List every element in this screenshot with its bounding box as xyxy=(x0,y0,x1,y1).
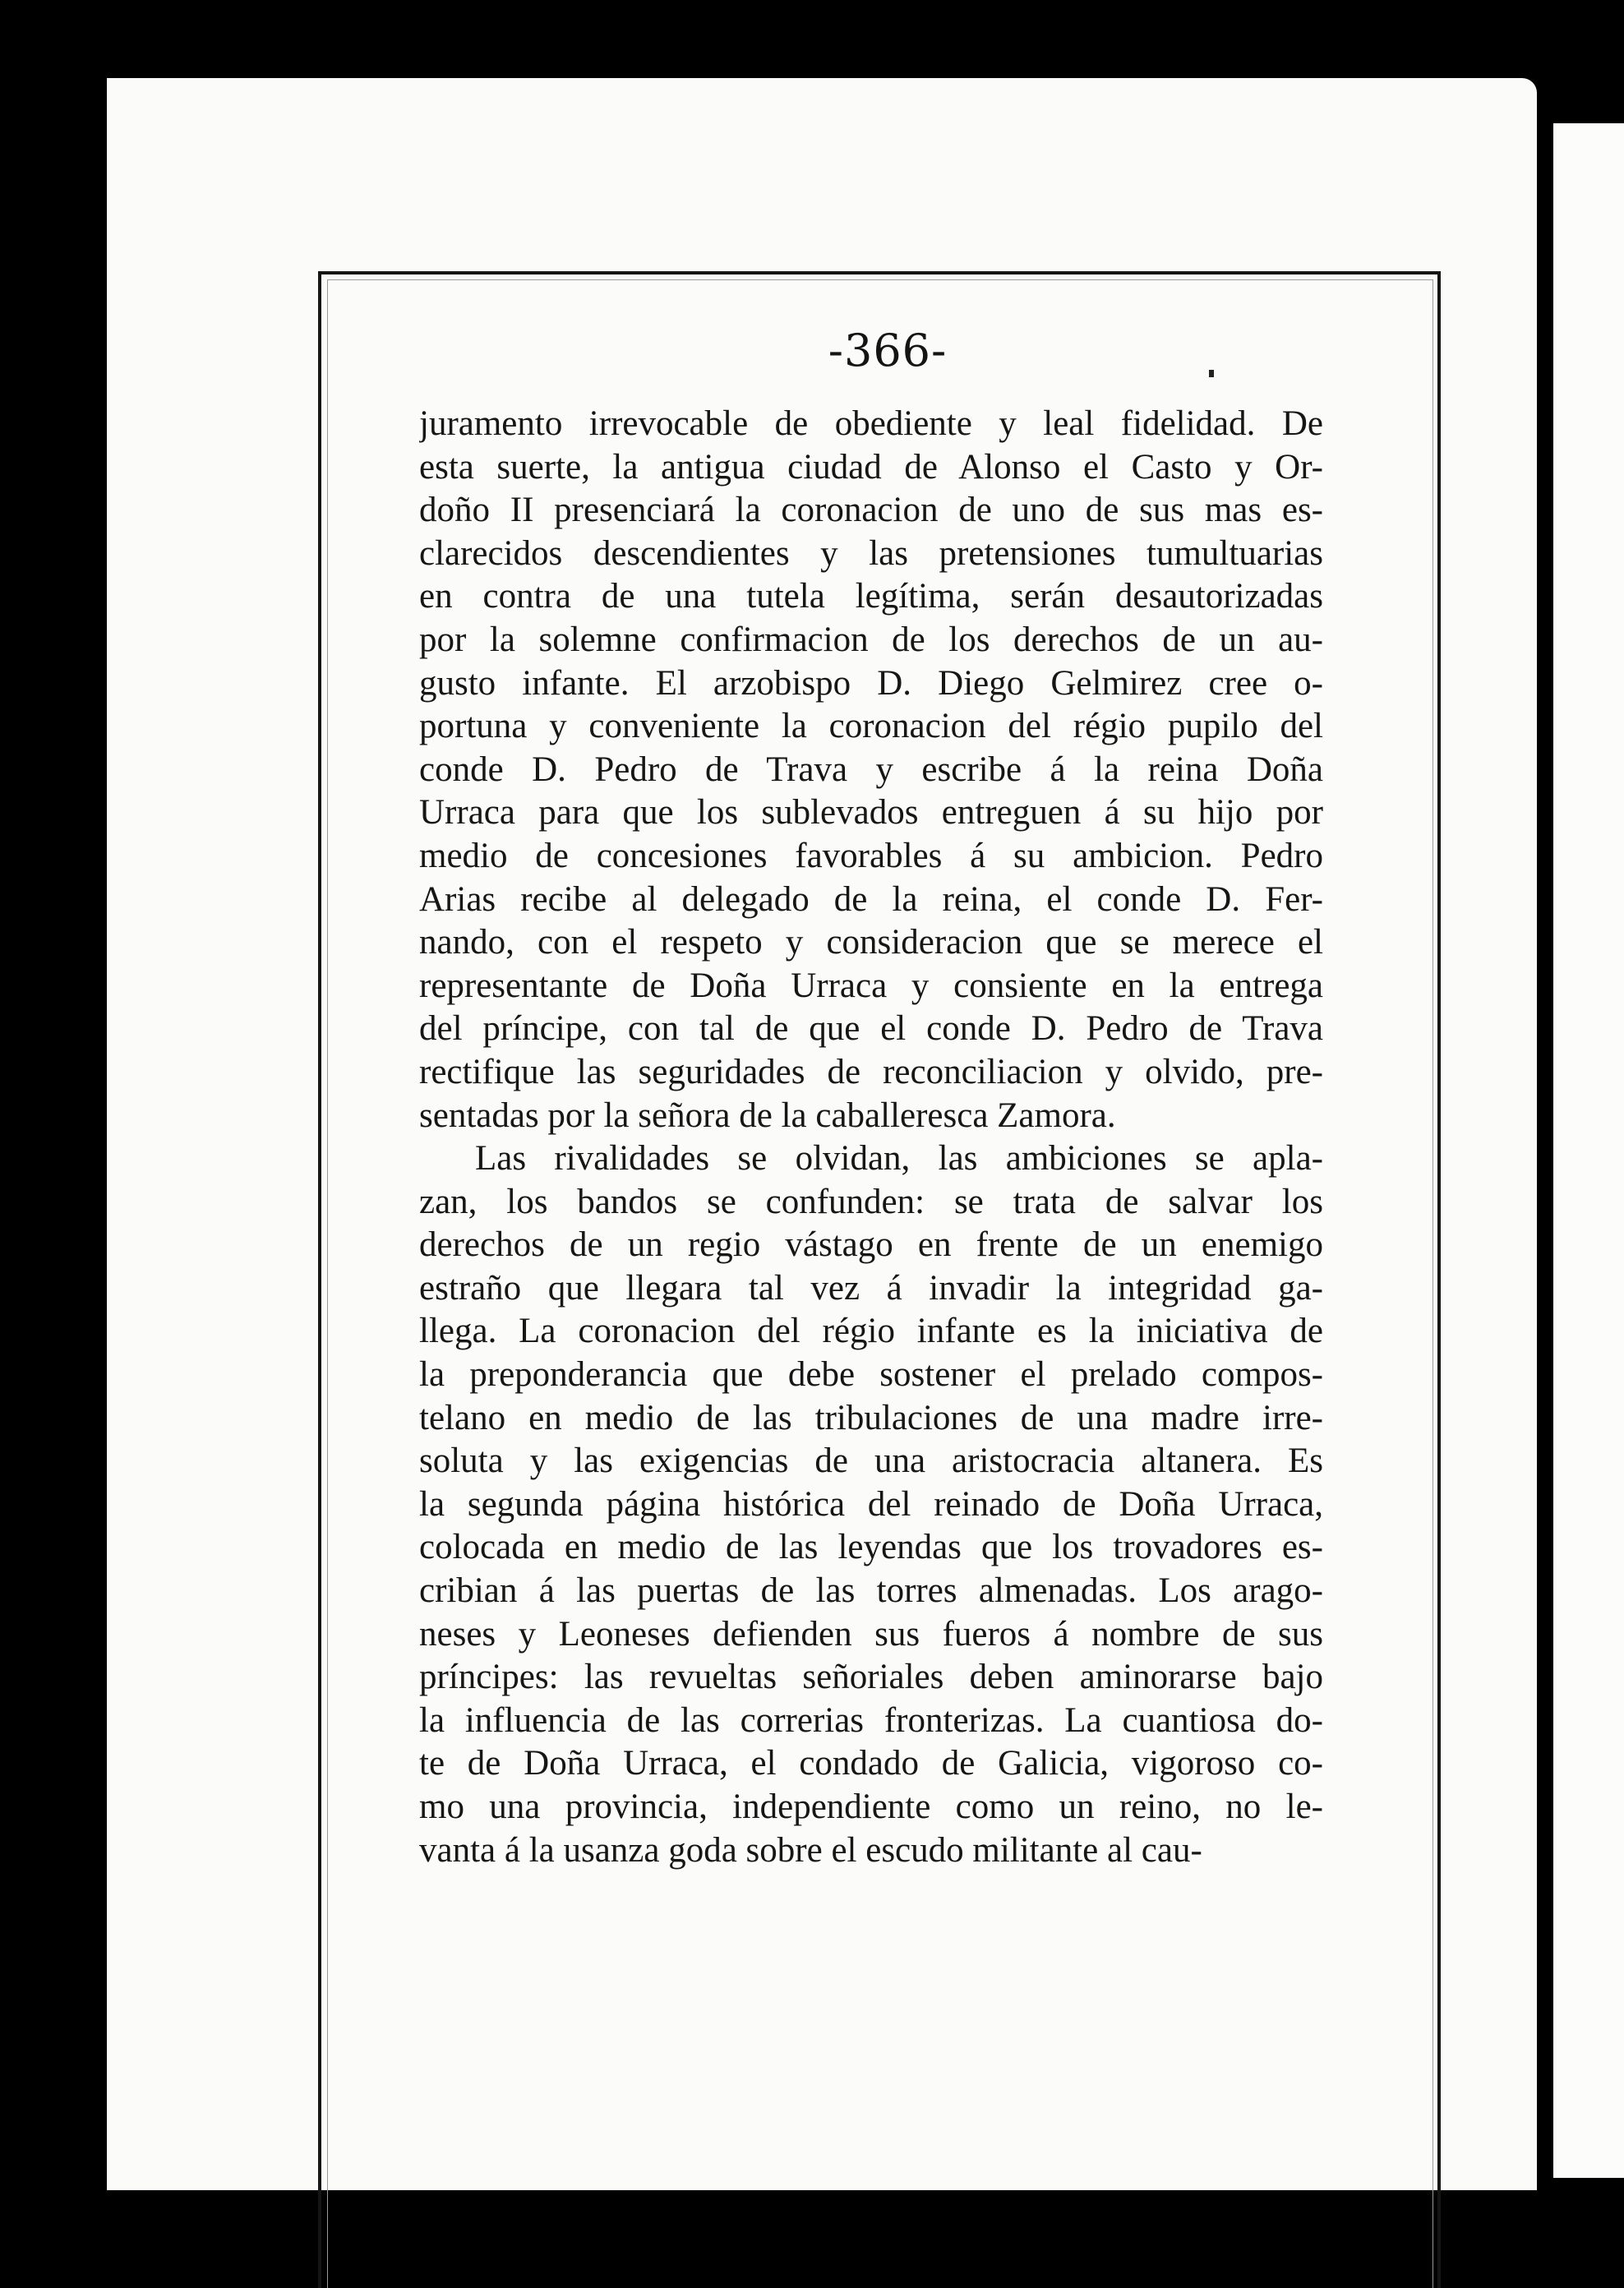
text-line: neses y Leoneses defienden sus fueros á nombre de sus xyxy=(419,1614,1323,1654)
text-line: representante de Doña Urraca y consiente en la entrega xyxy=(419,966,1323,1005)
text-line: rectifique las seguridades de reconciliacion y olvido, pre- xyxy=(419,1052,1323,1091)
text-line: la preponderancia que debe sostener el prelado compos- xyxy=(419,1355,1323,1395)
text-line: príncipes: las revueltas señoriales deben aminorarse bajo xyxy=(419,1658,1323,1697)
text-line: medio de concesiones favorables á su ambicion. Pedro xyxy=(419,836,1323,875)
text-line: mo una provincia, independiente como un reino, no le- xyxy=(419,1788,1323,1826)
text-line: conde D. Pedro de Trava y escribe á la reina Doña xyxy=(419,750,1323,789)
text-line: esta suerte, la antigua ciudad de Alonso el Casto y Or- xyxy=(419,447,1323,487)
body-text xyxy=(419,403,1323,1872)
text-line: clarecidos descendientes y las pretensiones tumultuarias xyxy=(419,533,1323,573)
text-line: estraño que llegara tal vez á invadir la integridad ga- xyxy=(419,1268,1323,1308)
text-line: derechos de un regio vástago en frente de un enemigo xyxy=(419,1225,1323,1265)
text-line: cribian á las puertas de las torres almenadas. Los arago- xyxy=(419,1571,1323,1611)
text-line: por la solemne confirmacion de los derechos de un au- xyxy=(419,620,1323,659)
text-line: nando, con el respeto y consideracion que se merece el xyxy=(419,923,1323,962)
scan-top-margin xyxy=(0,0,1624,78)
text-line: Las rivalidades se olvidan, las ambiciones se apla- xyxy=(475,1139,1323,1179)
text-line: la segunda página histórica del reinado de Doña Urraca, xyxy=(419,1484,1323,1524)
text-line: del príncipe, con tal de que el conde D. Pedro de Trava xyxy=(419,1009,1323,1049)
text-line: Arias recibe al delegado de la reina, el conde D. Fer- xyxy=(419,879,1323,919)
text-line: llega. La coronacion del régio infante es la iniciativa de xyxy=(419,1312,1323,1351)
text-line: juramento irrevocable de obediente y leal fidelidad. De xyxy=(419,404,1323,443)
text-line: sentadas por la señora de la caballeresca Zamora. xyxy=(419,1096,1116,1135)
text-line: Urraca para que los sublevados entreguen á su hijo por xyxy=(419,793,1323,833)
text-line: vanta á la usanza goda sobre el escudo militante al cau- xyxy=(419,1830,1202,1870)
text-line: gusto infante. El arzobispo D. Diego Gelmirez cree o- xyxy=(419,663,1323,703)
text-line: doño II presenciará la coronacion de uno de sus mas es- xyxy=(419,491,1323,530)
text-line: telano en medio de las tribulaciones de una madre irre- xyxy=(419,1398,1323,1437)
text-line: en contra de una tutela legítima, serán desautorizadas xyxy=(419,577,1323,616)
text-line: zan, los bandos se confunden: se trata de salvar los xyxy=(419,1182,1323,1221)
page-number: -366- xyxy=(828,325,948,376)
text-line: portuna y conveniente la coronacion del régio pupilo del xyxy=(419,707,1323,746)
text-line: la influencia de las correrias fronterizas. La cuantiosa do- xyxy=(419,1700,1323,1740)
text-line: soluta y las exigencias de una aristocracia altanera. Es xyxy=(419,1442,1323,1481)
text-line: colocada en medio de las leyendas que los trovadores es- xyxy=(419,1528,1323,1567)
adjacent-page-edge xyxy=(1553,123,1624,2178)
text-line: te de Doña Urraca, el condado de Galicia, vigoroso co- xyxy=(419,1744,1323,1783)
ink-speck xyxy=(1209,370,1214,377)
